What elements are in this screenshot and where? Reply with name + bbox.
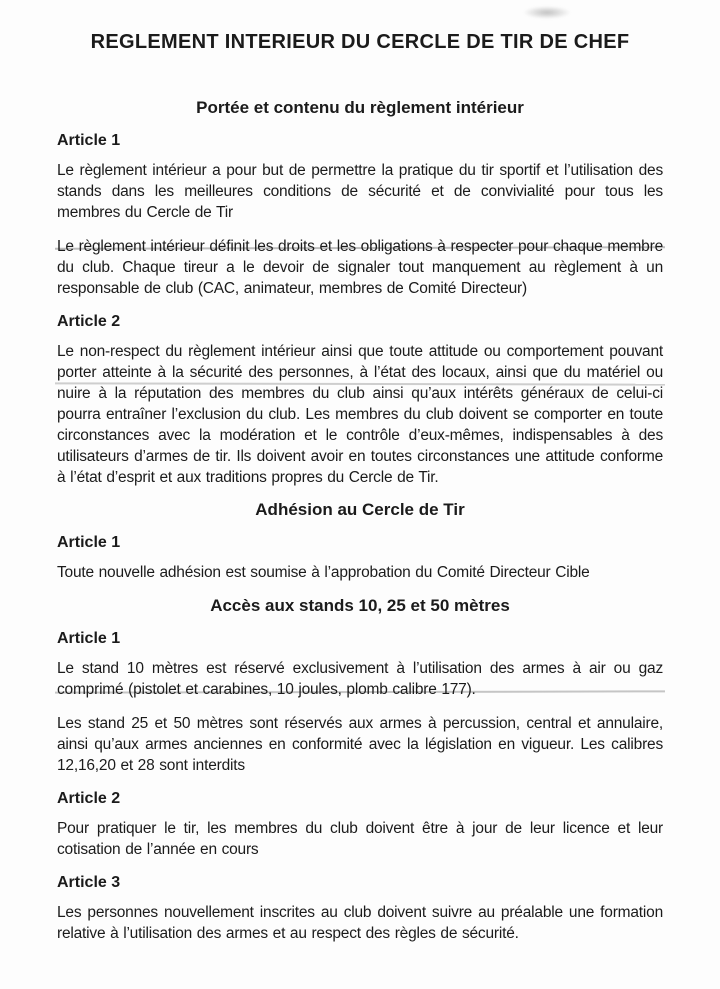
article-heading: Article 2 bbox=[57, 313, 121, 330]
section-adhesion bbox=[57, 500, 663, 583]
section-acces-aux-stands bbox=[57, 596, 663, 944]
paragraph: Les stand 25 et 50 mètres sont réservés aux armes à percussion, central et annulaire, ainsi qu’aux armes anciennes en conformité avec la législation en vigueur. Les calibres 12,16,20 et 28 sont interdits bbox=[57, 715, 663, 774]
paragraph: Le stand 10 mètres est réservé exclusivement à l’utilisation des armes à air ou gaz comprimé (pistolet et carabines, 10 joules, plomb calibre 177). bbox=[57, 660, 663, 698]
section-portee-et-contenu bbox=[57, 98, 663, 488]
section-heading-acces-stands: Accès aux stands 10, 25 et 50 mètres bbox=[210, 596, 510, 615]
article-heading: Article 1 bbox=[57, 630, 121, 647]
paragraph: Les personnes nouvellement inscrites au club doivent suivre au préalable une formation relative à l’utilisation des armes et au respect des règles de sécurité. bbox=[57, 904, 663, 942]
paragraph: Pour pratiquer le tir, les membres du club doivent être à jour de leur licence et leur cotisation de l’année en cours bbox=[57, 820, 663, 858]
scan-smudge-artifact bbox=[523, 6, 571, 19]
paragraph: Le règlement intérieur a pour but de permettre la pratique du tir sportif et l’utilisation des stands dans les meilleures conditions de sécurité et de convivialité pour tous les membres du Cercle de Tir bbox=[57, 162, 663, 221]
article-heading: Article 1 bbox=[57, 534, 121, 551]
article-heading: Article 1 bbox=[57, 132, 121, 149]
section-heading-portee: Portée et contenu du règlement intérieur bbox=[196, 98, 524, 117]
section-heading-adhesion: Adhésion au Cercle de Tir bbox=[255, 500, 465, 519]
paragraph: Toute nouvelle adhésion est soumise à l’approbation du Comité Directeur Cible bbox=[57, 564, 590, 581]
article-heading: Article 3 bbox=[57, 874, 121, 891]
document-title: REGLEMENT INTERIEUR DU CERCLE DE TIR DE CHEF bbox=[90, 31, 630, 53]
article-heading: Article 2 bbox=[57, 790, 121, 807]
paragraph: Le règlement intérieur définit les droits et les obligations à respecter pour chaque membre du club. Chaque tireur a le devoir de signaler tout manquement au règlement à un responsable de club (CAC, animateur, membres de Comité Directeur) bbox=[57, 238, 663, 297]
paragraph: Le non-respect du règlement intérieur ainsi que toute attitude ou comportement pouvant porter atteinte à la sécurité des personnes, à l’état des locaux, ainsi que du matériel ou nuire à la réputation des membres du club ainsi qu’aux intérêts généraux de celui-ci pourra entraîner l’exclusion du club. Les membres du club doivent se comporter en toute circonstances avec la modération et le contrôle d’eux-mêmes, indispensables à des utilisateurs d’armes de tir. Ils doivent avoir en toutes circonstances une attitude conforme à l’état d’esprit et aux traditions propres du Cercle de Tir. bbox=[57, 343, 663, 486]
